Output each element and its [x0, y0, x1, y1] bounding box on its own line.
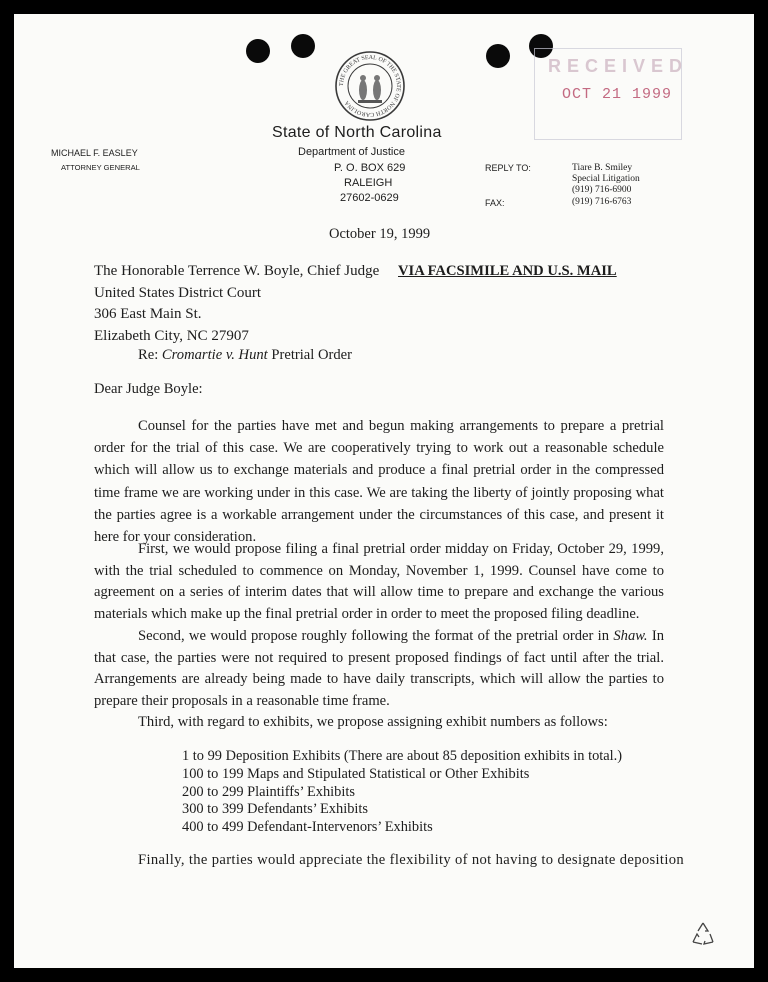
seal-text: THE GREAT SEAL OF THE STATE OF NORTH CAROLINA [338, 54, 402, 118]
received-stamp-date: OCT 21 1999 [562, 86, 673, 103]
paragraph-5: Finally, the parties would appreciate the flexibility of not having to designate deposition [138, 852, 685, 868]
contact-phone: (919) 716-6900 [572, 185, 632, 195]
attorney-title: ATTORNEY GENERAL [61, 163, 140, 172]
letterhead-zip: 27602-0629 [340, 192, 399, 204]
letterhead-department: Department of Justice [298, 146, 405, 158]
recycle-icon [688, 920, 718, 948]
punch-hole-3 [486, 44, 510, 68]
re-suffix: Pretrial Order [267, 347, 353, 363]
paragraph-3-case: Shaw. [613, 628, 648, 644]
exhibit-range-item: 300 to 399 Defendants’ Exhibits [182, 801, 368, 818]
paragraph-1-text: Counsel for the parties have met and begun making arrangements to prepare a pretrial order for the trial of this case. We are cooperatively trying to work out a reasonable schedule which will allow us to exchange materials and produce a final pretrial order in the compressed time frame we are working under in this case. We are taking the liberty of jointly proposing what the parties agree is a workable arrangement under the circumstances of this case, and present it here for your consideration. [94, 418, 664, 546]
state-seal-icon [334, 50, 406, 122]
exhibit-range-item: 1 to 99 Deposition Exhibits (There are about 85 deposition exhibits in total.) [182, 748, 623, 764]
salutation: Dear Judge Boyle: [94, 381, 203, 397]
reply-to-label: REPLY TO: [485, 163, 531, 173]
exhibit-range-item: 200 to 299 Plaintiffs’ Exhibits [182, 783, 355, 800]
letterhead-po-box: P. O. BOX 629 [334, 162, 406, 174]
re-prefix: Re: [138, 347, 162, 363]
paragraph-1 [94, 415, 664, 548]
contact-fax: (919) 716-6763 [572, 197, 632, 207]
letterhead-city: RALEIGH [344, 177, 393, 189]
address-line: 306 East Main St. [94, 306, 202, 323]
re-line [138, 347, 352, 364]
re-case-name: Cromartie v. Hunt [161, 347, 268, 363]
paragraph-3-text: Second, we would propose roughly following the format of the pretrial order in [138, 628, 614, 644]
exhibit-range-item: 400 to 499 Defendant-Intervenors’ Exhibits [182, 819, 433, 836]
paragraph-3-rest: In that case, the parties were not required to present proposed findings of fact until after the trial. Arrangements are already being made to have daily transcripts, which will allow the parties to prepare their proposals in a reasonable time frame. [94, 628, 665, 710]
contact-unit: Special Litigation [572, 174, 640, 184]
punch-hole-1 [246, 39, 270, 63]
address-line: Elizabeth City, NC 27907 [94, 328, 249, 345]
letter-date: October 19, 1999 [329, 226, 431, 242]
letter-page [14, 14, 754, 968]
paragraph-4: Third, with regard to exhibits, we propose assigning exhibit numbers as follows: [138, 714, 608, 730]
exhibit-list [182, 748, 622, 837]
delivery-method: VIA FACSIMILE AND U.S. MAIL [398, 263, 617, 279]
attorney-name: MICHAEL F. EASLEY [51, 148, 138, 158]
paragraph-3 [94, 626, 664, 713]
punch-hole-2 [291, 34, 315, 58]
received-stamp-header: RECEIVED [548, 56, 689, 76]
fax-label: FAX: [485, 198, 505, 208]
paragraph-2 [94, 539, 664, 626]
exhibit-range-item: 100 to 199 Maps and Stipulated Statistical or Other Exhibits [182, 765, 530, 782]
paragraph-2-text: First, we would propose filing a final pretrial order midday on Friday, October 29, 1999, with the trial scheduled to commence on Monday, November 1, 1999. Counsel have come to agreement on a series of interim dates that will allow time to prepare and exchange the various materials which make up the final pretrial order in order to meet the proposed filing deadline. [94, 541, 664, 623]
letterhead-title: State of North Carolina [272, 124, 442, 141]
address-line: United States District Court [94, 284, 262, 301]
contact-name: Tiare B. Smiley [572, 163, 633, 173]
address-line: The Honorable Terrence W. Boyle, Chief Judge [94, 263, 380, 279]
address-block [94, 261, 379, 348]
